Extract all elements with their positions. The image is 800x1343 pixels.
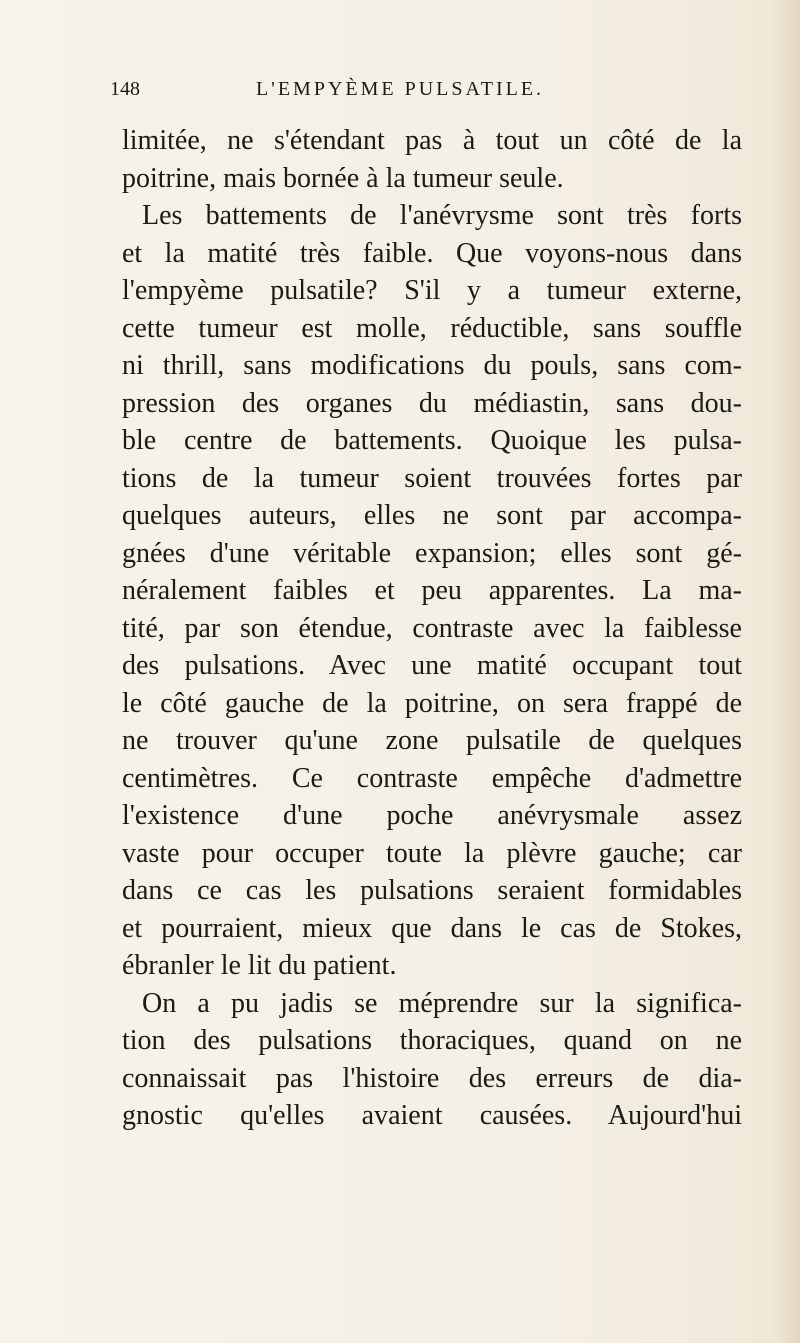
page-number: 148 bbox=[110, 78, 140, 100]
text-line: ble centre de battements. Quoique les pulsa- bbox=[122, 425, 742, 456]
running-head: L'EMPYÈME PULSATILE. bbox=[256, 78, 545, 100]
text-line: quelques auteurs, elles ne sont par accompa- bbox=[122, 500, 742, 531]
text-line: vaste pour occuper toute la plèvre gauche; car bbox=[122, 837, 742, 869]
text-line: l'existence d'une poche anévrysmale assez bbox=[122, 800, 742, 831]
text-line: le côté gauche de la poitrine, on sera frappé de bbox=[122, 687, 742, 719]
text-line: l'empyème pulsatile? S'il y a tumeur externe, bbox=[122, 275, 742, 306]
text-line: dans ce cas les pulsations seraient formidables bbox=[122, 875, 742, 906]
text-line: connaissait pas l'histoire des erreurs de dia- bbox=[122, 1062, 742, 1094]
text-line: centimètres. Ce contraste empêche d'admettre bbox=[122, 762, 742, 794]
text-line: On a pu jadis se méprendre sur la significa- bbox=[142, 987, 742, 1019]
text-line: des pulsations. Avec une matité occupant tout bbox=[122, 650, 742, 681]
text-line: et la matité très faible. Que voyons-nous dans bbox=[122, 237, 742, 269]
text-line: ni thrill, sans modifications du pouls, sans com- bbox=[122, 350, 742, 381]
text-line: limitée, ne s'étendant pas à tout un côté de la bbox=[122, 125, 742, 156]
page-header bbox=[110, 78, 750, 108]
text-line: cette tumeur est molle, réductible, sans souffle bbox=[122, 312, 742, 344]
page-edge-shadow bbox=[772, 0, 800, 1343]
text-line: tions de la tumeur soient trouvées fortes par bbox=[122, 462, 742, 494]
text-line: ébranler le lit du patient. bbox=[122, 950, 397, 981]
text-line: pression des organes du médiastin, sans dou- bbox=[122, 387, 742, 419]
text-line: Les battements de l'anévrysme sont très forts bbox=[142, 200, 742, 231]
text-line: tion des pulsations thoraciques, quand on ne bbox=[122, 1025, 742, 1056]
text-line: néralement faibles et peu apparentes. La ma- bbox=[122, 575, 742, 606]
text-line: tité, par son étendue, contraste avec la faiblesse bbox=[122, 612, 742, 644]
text-line: et pourraient, mieux que dans le cas de Stokes, bbox=[122, 912, 742, 944]
text-line: gnées d'une véritable expansion; elles sont gé- bbox=[122, 537, 742, 569]
body-text bbox=[122, 122, 742, 1135]
text-line: gnostic qu'elles avaient causées. Aujourd'hui bbox=[122, 1100, 742, 1131]
text-line: ne trouver qu'une zone pulsatile de quelques bbox=[122, 725, 742, 756]
text-line: poitrine, mais bornée à la tumeur seule. bbox=[122, 162, 564, 194]
